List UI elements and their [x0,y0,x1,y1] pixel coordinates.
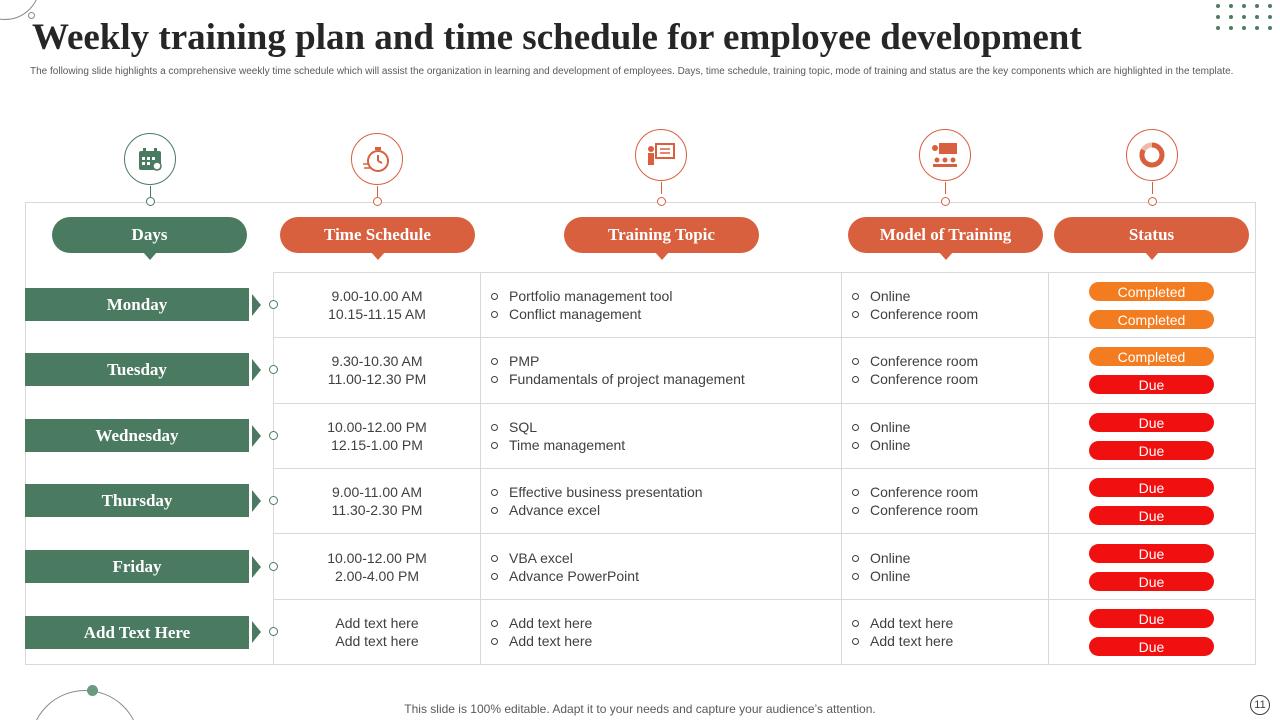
topic-item: Add text here [491,614,592,632]
time-slot: 9.00-10.00 AM [331,288,423,304]
icon-connector [1152,182,1153,194]
classroom-training-icon [919,129,971,181]
topic-cell [491,483,703,519]
header-model-of-training: Model of Training [848,217,1043,253]
status-badge: Due [1089,609,1214,628]
day-label: Tuesday [25,353,249,386]
grid-dot [1255,4,1259,8]
grid-line [273,272,1255,273]
topic-cell [491,549,639,585]
grid-line [273,533,1255,534]
connector-dot [146,197,155,206]
mode-cell [852,483,978,519]
page-subtitle: The following slide highlights a comprehensive weekly time schedule which will assist the organization in learning and development of employees. Days, time schedule, training topic, mode of training and status are the key components which are highlighted in the template. [30,66,1234,77]
topic-item: Time management [491,436,625,454]
grid-line [1048,272,1049,664]
topic-item: Advance excel [491,501,703,519]
time-slot: Add text here [335,615,419,631]
grid-dot [1242,15,1246,19]
connector-dot [373,197,382,206]
grid-dot [1268,4,1272,8]
mode-item: Online [852,436,910,454]
grid-dot [1216,15,1220,19]
mode-item: Online [852,567,910,585]
header-status: Status [1054,217,1249,253]
time-cell [274,287,480,323]
connector-dot [941,197,950,206]
grid-line [480,272,481,664]
grid-line [1255,272,1256,664]
mode-item: Add text here [852,614,953,632]
day-arrow [252,621,261,643]
time-slot: 9.30-10.30 AM [331,353,423,369]
progress-ring-icon [1126,129,1178,181]
mode-item: Conference room [852,370,978,388]
time-slot: 9.00-11.00 AM [331,484,423,500]
presentation-board-icon [635,129,687,181]
grid-dot [1268,26,1272,30]
day-arrow [252,359,261,381]
footer-note: This slide is 100% editable. Adapt it to your needs and capture your audience’s attention. [404,702,876,716]
time-cell [274,549,480,585]
grid-line [273,468,1255,469]
mode-item: Add text here [852,632,953,650]
bottom-dot-decoration [87,685,98,696]
grid-line [273,599,1255,600]
grid-line [273,403,1255,404]
header-time-schedule: Time Schedule [280,217,475,253]
icon-connector [661,182,662,194]
topic-cell [491,418,625,454]
topic-cell [491,614,592,650]
topic-cell [491,352,745,388]
page-title: Weekly training plan and time schedule for employee development [32,17,1082,58]
mode-cell [852,614,953,650]
mode-item: Online [852,287,978,305]
day-arrow [252,490,261,512]
mode-cell [852,352,978,388]
grid-dot [1242,26,1246,30]
status-badge: Due [1089,572,1214,591]
connector-dot [657,197,666,206]
header-training-topic: Training Topic [564,217,759,253]
header-days: Days [52,217,247,253]
grid-dot [1229,26,1233,30]
time-cell [274,483,480,519]
topic-item: Portfolio management tool [491,287,672,305]
topic-item: Advance PowerPoint [491,567,639,585]
status-badge: Due [1089,375,1214,394]
grid-dot [1268,15,1272,19]
status-badge: Due [1089,544,1214,563]
grid-dot [1229,4,1233,8]
time-cell [274,418,480,454]
mode-cell [852,287,978,323]
topic-item: PMP [491,352,745,370]
mode-cell [852,418,910,454]
time-slot: Add text here [335,633,419,649]
grid-dot [1255,26,1259,30]
topic-item: Effective business presentation [491,483,703,501]
day-label: Thursday [25,484,249,517]
grid-line [273,664,1255,665]
time-slot: 10.15-11.15 AM [328,306,426,322]
day-arrow [252,556,261,578]
day-arrow [252,294,261,316]
status-badge: Completed [1089,310,1214,329]
day-label: Wednesday [25,419,249,452]
time-cell [274,614,480,650]
status-badge: Due [1089,506,1214,525]
grid-dot [1229,15,1233,19]
page-number: 11 [1250,695,1270,715]
mode-item: Online [852,549,910,567]
grid-dot [1255,15,1259,19]
topic-item: Add text here [491,632,592,650]
time-slot: 12.15-1.00 PM [331,437,423,453]
mode-item: Online [852,418,910,436]
status-badge: Completed [1089,347,1214,366]
topic-item: Fundamentals of project management [491,370,745,388]
grid-line [273,337,1255,338]
dot-grid-decoration [1216,4,1280,34]
mode-item: Conference room [852,501,978,519]
day-arrow [252,425,261,447]
grid-dot [1242,4,1246,8]
grid-dot [1216,4,1220,8]
grid-dot [1216,26,1220,30]
connector-dot [1148,197,1157,206]
status-badge: Completed [1089,282,1214,301]
status-badge: Due [1089,637,1214,656]
topic-item: VBA excel [491,549,639,567]
icon-connector [945,182,946,194]
time-slot: 10.00-12.00 PM [327,419,427,435]
day-label: Monday [25,288,249,321]
mode-cell [852,549,910,585]
status-badge: Due [1089,478,1214,497]
mode-item: Conference room [852,483,978,501]
time-slot: 10.00-12.00 PM [327,550,427,566]
time-slot: 11.30-2.30 PM [331,502,423,518]
grid-line [841,272,842,664]
grid-line [273,272,274,664]
time-cell [274,352,480,388]
calendar-icon [124,133,176,185]
mode-item: Conference room [852,352,978,370]
day-label: Add Text Here [25,616,249,649]
day-label: Friday [25,550,249,583]
time-slot: 11.00-12.30 PM [327,371,427,387]
topic-item: Conflict management [491,305,672,323]
status-badge: Due [1089,413,1214,432]
status-badge: Due [1089,441,1214,460]
stopwatch-icon [351,133,403,185]
topic-item: SQL [491,418,625,436]
topic-cell [491,287,672,323]
time-slot: 2.00-4.00 PM [334,568,420,584]
mode-item: Conference room [852,305,978,323]
